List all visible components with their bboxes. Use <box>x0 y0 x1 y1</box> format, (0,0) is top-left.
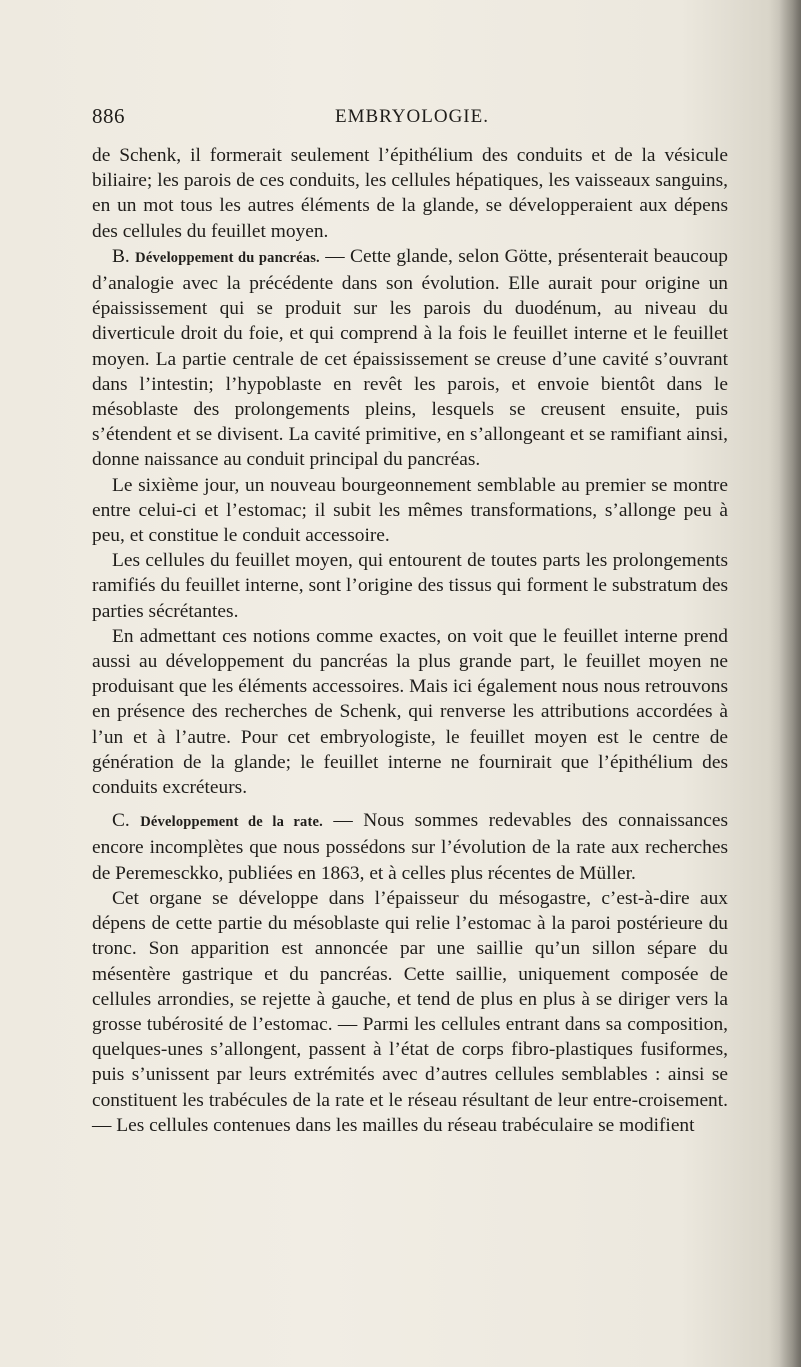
paragraph <box>92 548 728 624</box>
page-header <box>92 104 732 134</box>
paragraph-text: En admettant ces notions comme exactes, on voit que le feuillet interne prend aussi au développement du pancréas la plus grande part, le feuillet moyen ne produisant que les éléments accessoires. Mais ici également nous nous retrouvons en présence des recherches de Schenk, qui renverse les attributions accordées à l’un et à l’autre. Pour cet embryologiste, le feuillet moyen est le centre de génération de la glande; le feuillet interne ne fournirait que l’épithélium des conduits excréteurs. <box>92 625 728 799</box>
paragraph <box>92 473 728 549</box>
paragraph-text: Le sixième jour, un nouveau bourgeonnement semblable au premier se montre entre celui-ci et l’estomac; il subit les mêmes transformations, s’allonge peu à peu, et constitue le conduit accessoire. <box>92 474 728 547</box>
section-label: B. <box>112 245 130 267</box>
paragraph-text: — Cette glande, selon Götte, présenterait beaucoup d’analogie avec la précédente dans son évolution. Elle aurait pour origine un épaississement qui se produit sur les parois du duodénum, au niveau du diverticule droit du foie, et qui comprend à la fois le feuillet interne et le feuillet moyen. La partie centrale de cet épaississement se creuse d’une cavité s’ouvrant dans l’intestin; l’hypoblaste en revêt les parois, et envoie bientôt dans le mésoblaste des prolongements pleins, lesquels se creusent ensuite, puis s’étendent et se divisent. La cavité primitive, en s’allongeant et se ramifiant ainsi, donne naissance au conduit principal du pancréas. <box>92 245 728 471</box>
paragraph <box>92 624 728 800</box>
page-number: 886 <box>92 104 125 128</box>
paragraph-text: de Schenk, il formerait seulement l’épithélium des conduits et de la vésicule biliaire; les parois de ces conduits, les cellules hépatiques, les vaisseaux sanguins, en un mot tous les autres éléments de la glande, se développeraient aux dépens des cellules du feuillet moyen. <box>92 145 728 242</box>
paragraph-text: Les cellules du feuillet moyen, qui entourent de toutes parts les prolongements ramifiés du feuillet interne, sont l’origine des tissus qui forment le substratum des parties sécrétantes. <box>92 550 728 622</box>
section-heading: Développement de la rate. <box>140 814 323 831</box>
section-label: C. <box>112 810 130 832</box>
paragraph-text: Cet organe se développe dans l’épaisseur du mésogastre, c’est-à-dire aux dépens de cette partie du mésoblaste qui relie l’estomac à la paroi postérieure du tronc. Son apparition est annoncée par une saillie qu’un sillon sépare du mésentère gastrique et du pancréas. Cette saillie, uniquement composée de cellules arrondies, se rejette à gauche, et tend de plus en plus à se diriger vers la grosse tubérosité de l’estomac. — Parmi les cellules entrant dans sa composition, quelques-unes s’allongent, passent à l’état de corps fibro-plastiques fusiformes, puis s’unissent par leurs extrémités avec d’autres cellules semblables : ainsi se constituent les trabécules de la rate et le réseau résultant de leur entre-croisement. — Les cellules contenues dans les mailles du réseau trabéculaire se modifient <box>92 887 728 1136</box>
paragraph <box>92 143 728 244</box>
body-text <box>92 143 728 1138</box>
paragraph <box>92 886 728 1138</box>
section-paragraph-pancreas <box>92 244 728 473</box>
page-edge-shadow <box>779 0 801 1367</box>
paragraph-text: — Nous sommes redevables des connaissances encore incomplètes que nous possédons sur l’évolution de la rate aux recherches de Peremesckko, publiées en 1863, et à celles plus récentes de Müller. <box>92 810 728 884</box>
running-head: EMBRYOLOGIE. <box>335 106 489 127</box>
section-paragraph-rate <box>92 808 728 886</box>
section-heading: Développement du pancréas. <box>135 249 320 266</box>
